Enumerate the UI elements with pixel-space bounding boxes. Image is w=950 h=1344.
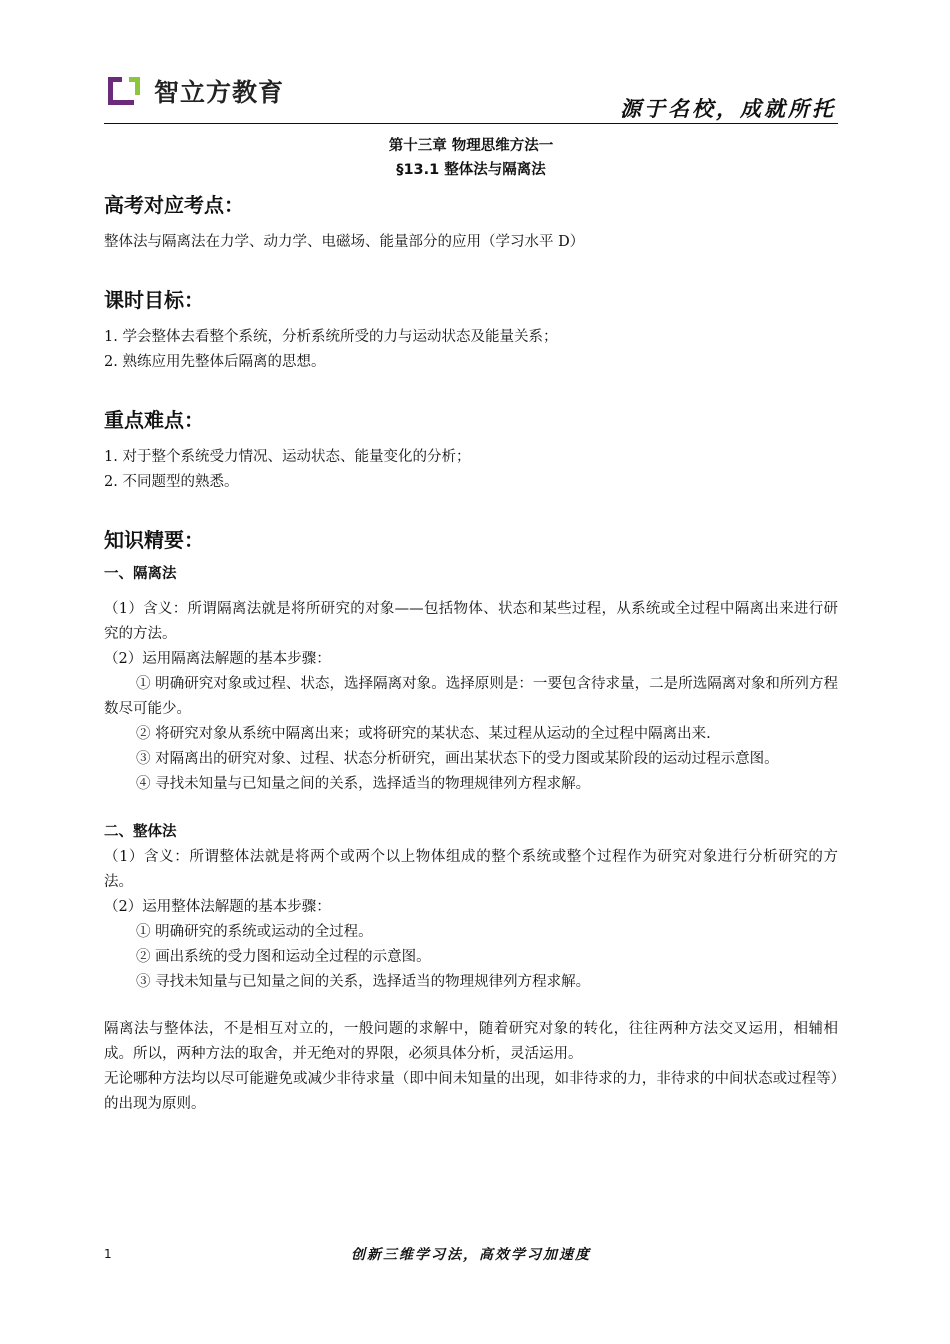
key-points-heading: 重点难点： [104, 408, 204, 432]
whole-steps-title: （2）运用整体法解题的基本步骤： [104, 899, 331, 915]
footer-slogan: 创新三维学习法，高效学习加速度 [351, 1247, 591, 1263]
brand-logo [104, 70, 284, 112]
whole-step: ① 明确研究的系统或运动的全过程。 [136, 924, 373, 940]
isolation-definition: （1）含义：所谓隔离法就是将所研究的对象——包括物体、状态和某些过程，从系统或全过程中隔离出来进行研究的方法。 [104, 601, 838, 642]
summary-paragraph: 隔离法与整体法，不是相互对立的，一般问题的求解中，随着研究对象的转化，往往两种方法交叉运用，相辅相成。所以，两种方法的取舍，并无绝对的界限，必须具体分析，灵活运用。 [104, 1021, 838, 1062]
whole-title: 二、整体法 [104, 824, 177, 840]
isolation-step: ① 明确研究对象或过程、状态，选择隔离对象。选择原则是：一要包含待求量，二是所选隔离对象和所列方程数尽可能少。 [104, 676, 838, 717]
document-body [104, 188, 838, 1117]
chapter-title: 第十三章 物理思维方法一 [388, 138, 554, 154]
goal-item: 1. 学会整体去看整个系统，分析系统所受的力与运动状态及能量关系； [104, 329, 558, 345]
exam-points-text: 整体法与隔离法在力学、动力学、电磁场、能量部分的应用（学习水平 D） [104, 234, 585, 250]
isolation-steps-title: （2）运用隔离法解题的基本步骤： [104, 651, 331, 667]
key-point-item: 1. 对于整个系统受力情况、运动状态、能量变化的分析； [104, 449, 471, 465]
exam-points-heading: 高考对应考点： [104, 193, 244, 217]
section-title: §13.1 整体法与隔离法 [396, 162, 546, 178]
goal-item: 2. 熟练应用先整体后隔离的思想。 [104, 354, 326, 370]
whole-definition: （1）含义：所谓整体法就是将两个或两个以上物体组成的整个系统或整个过程作为研究对象进行分析研究的方法。 [104, 849, 838, 890]
page-number: 1 [104, 1247, 112, 1261]
page-footer [104, 1244, 838, 1268]
brand-name: 智立方教育 [154, 78, 285, 107]
isolation-step: ④ 寻找未知量与已知量之间的关系，选择适当的物理规律列方程求解。 [136, 776, 591, 792]
whole-step: ③ 寻找未知量与已知量之间的关系，选择适当的物理规律列方程求解。 [136, 974, 591, 990]
document-titles [104, 134, 838, 182]
isolation-step: ② 将研究对象从系统中隔离出来；或将研究的某状态、某过程从运动的全过程中隔离出来. [136, 726, 711, 742]
whole-step: ② 画出系统的受力图和运动全过程的示意图。 [136, 949, 431, 965]
key-point-item: 2. 不同题型的熟悉。 [104, 474, 239, 490]
summary-paragraph: 无论哪种方法均以尽可能避免或减少非待求量（即中间未知量的出现，如非待求的力，非待求的中间状态或过程等）的出现为原则。 [104, 1071, 838, 1112]
knowledge-heading: 知识精要： [104, 528, 204, 552]
goals-heading: 课时目标： [104, 288, 204, 312]
header-slogan: 源于名校，成就所托 [620, 96, 836, 121]
isolation-title: 一、隔离法 [104, 566, 177, 582]
isolation-step: ③ 对隔离出的研究对象、过程、状态分析研究，画出某状态下的受力图或某阶段的运动过程示意图。 [136, 751, 779, 767]
header-divider [104, 123, 838, 124]
brand-logo-icon [104, 71, 144, 111]
